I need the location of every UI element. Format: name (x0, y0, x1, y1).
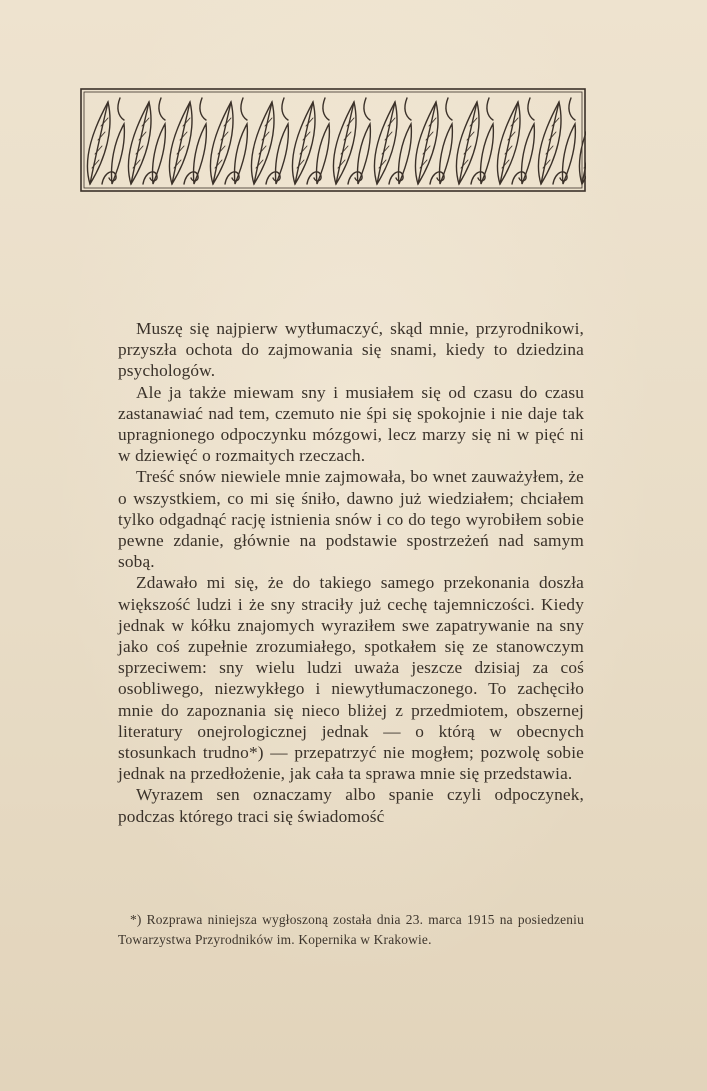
footnote: *) Rozprawa niniejsza wygłoszoną została dnia 23. marca 1915 na posiedzeniu Towarzystwa Przyrodników im. Kopernika w Krakowie. (118, 912, 584, 947)
main-text (118, 318, 584, 827)
paragraph-1: Muszę się najpierw wytłumaczyć, skąd mnie, przyrodnikowi, przyszła ochota do zajmowania się snami, kiedy to dziedzina psychologów. (118, 319, 584, 381)
paragraph-5: Wyrazem sen oznaczamy albo spanie czyli odpoczynek, podczas którego traci się świadomość (118, 785, 584, 826)
leaf-ornament-icon (80, 88, 586, 192)
paragraph-4: Zdawało mi się, że do takiego samego przekonania doszła większość ludzi i że sny straciły już cechę tajemniczości. Kiedy jednak w kółku znajomych wyraziłem swe zapatrywanie na sny jako coś zupełnie zrozumiałego, spotkałem się ze stanowczym sprzeciwem: sny wielu ludzi uważa jeszcze dzisiaj za coś osobliwego, niezwykłego i niewytłumaczonego. To zachęciło mnie do zapoznania się nieco bliżej z przedmiotem, obszernej literatury onejrologicznej jednak — o którą w obecnych stosunkach trudno*) — przepatrzyć nie mogłem; pozwolę sobie jednak na przedłożenie, jak cała ta sprawa mnie się przedstawia. (118, 573, 584, 784)
paragraph-3: Treść snów niewiele mnie zajmowała, bo wnet zauważyłem, że o wszystkiem, co mi się śniło, dawno już wiedziałem; chciałem tylko odgadnąć rację istnienia snów i co do tego wyrobiłem sobie pewne zdanie, głównie na podstawie spostrzeżeń nad samym sobą. (118, 467, 584, 572)
paragraph-2: Ale ja także miewam sny i musiałem się od czasu do czasu zastanawiać nad tem, czemuto nie śpi się spokojnie i nie daje tak upragnionego odpoczynku mózgowi, lecz marzy się ni w pięć ni w dziewięć o rozmaitych rzeczach. (118, 382, 584, 466)
